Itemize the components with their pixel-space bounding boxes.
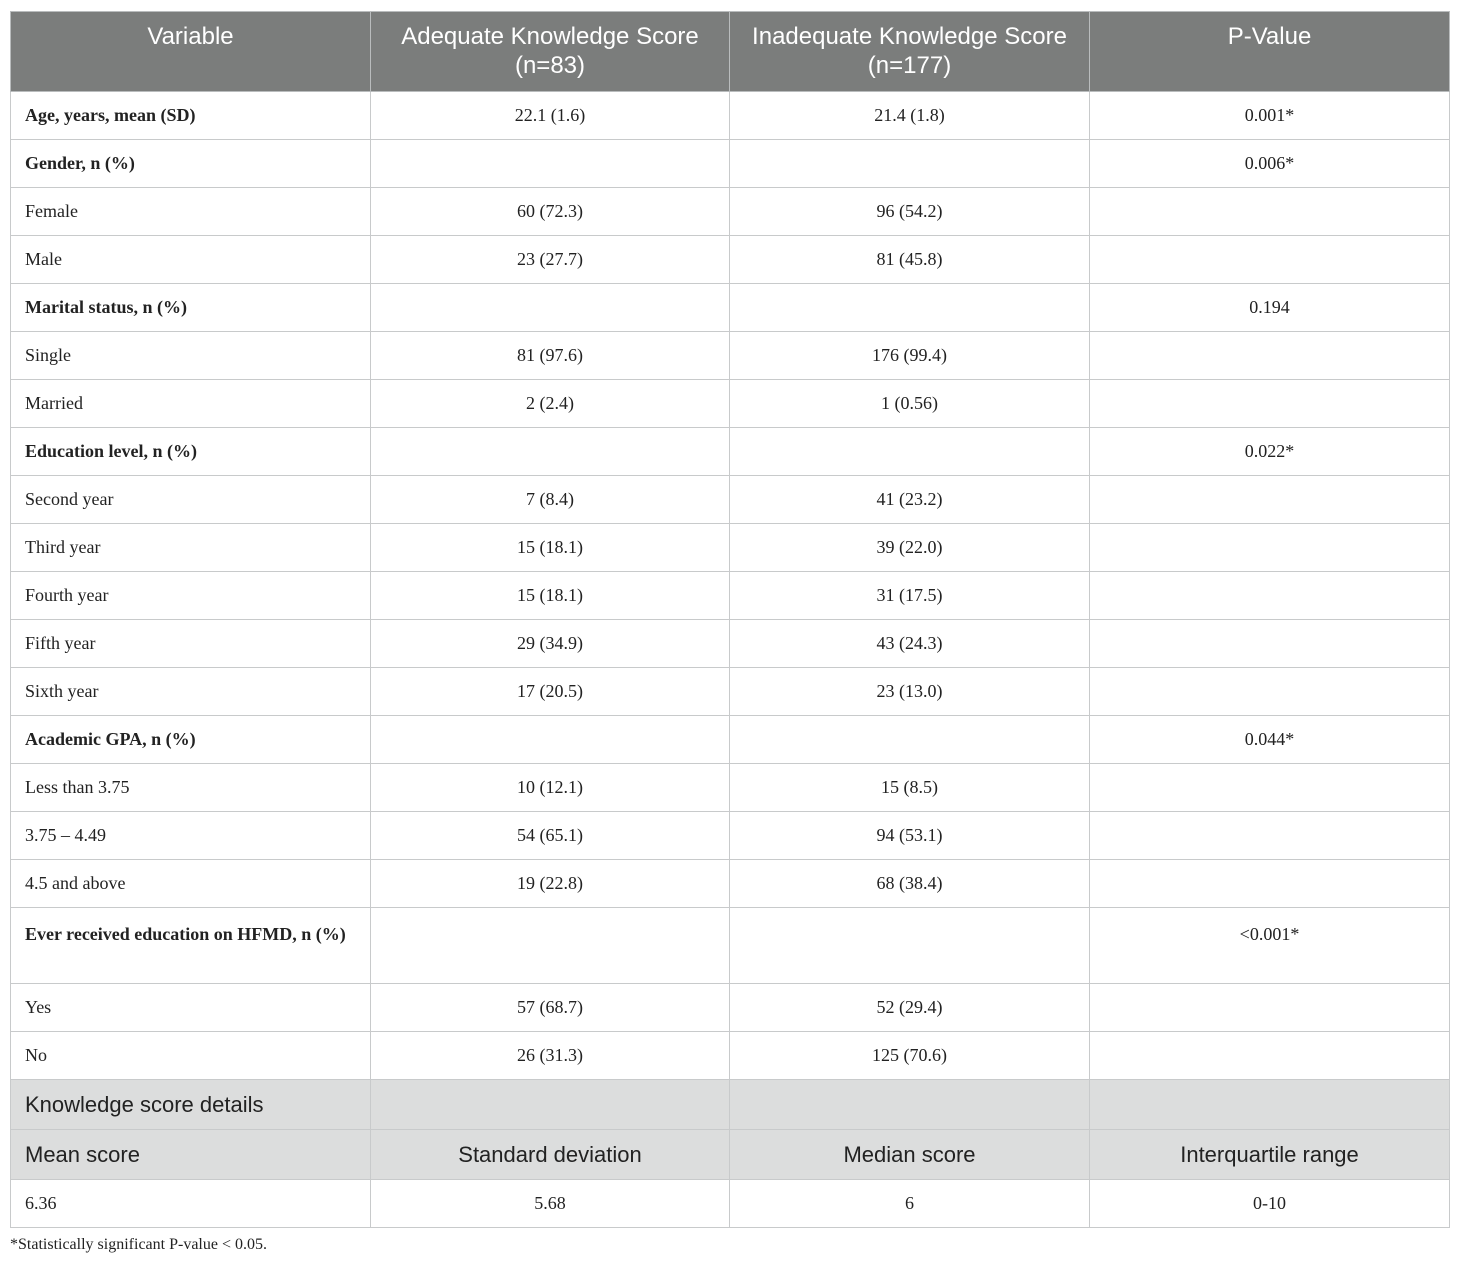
table-row xyxy=(11,92,1450,140)
table-row xyxy=(11,524,1450,572)
table-row xyxy=(11,764,1450,812)
stats-header-mean: Mean score xyxy=(11,1130,371,1180)
table-row xyxy=(11,140,1450,188)
header-p-value: P-Value xyxy=(1090,12,1450,92)
adequate-cell: 19 (22.8) xyxy=(371,860,730,908)
adequate-cell xyxy=(371,908,730,984)
variable-cell: 3.75 – 4.49 xyxy=(11,812,371,860)
header-adequate: Adequate Knowledge Score (n=83) xyxy=(371,12,730,92)
table-body xyxy=(11,92,1450,1080)
table-row xyxy=(11,860,1450,908)
adequate-cell: 15 (18.1) xyxy=(371,524,730,572)
section-empty-cell xyxy=(1090,1080,1450,1130)
table-row xyxy=(11,572,1450,620)
p-value-cell: 0.006* xyxy=(1090,140,1450,188)
p-value-cell: 0.001* xyxy=(1090,92,1450,140)
table-row xyxy=(11,236,1450,284)
stats-value-row xyxy=(11,1180,1450,1228)
table-row xyxy=(11,284,1450,332)
variable-cell: Academic GPA, n (%) xyxy=(11,716,371,764)
knowledge-score-details xyxy=(11,1080,1450,1228)
table-row xyxy=(11,620,1450,668)
stats-header-median: Median score xyxy=(730,1130,1090,1180)
inadequate-cell xyxy=(730,716,1090,764)
section-title: Knowledge score details xyxy=(11,1080,371,1130)
inadequate-cell: 81 (45.8) xyxy=(730,236,1090,284)
p-value-cell xyxy=(1090,860,1450,908)
header-variable: Variable xyxy=(11,12,371,92)
variable-cell: Fifth year xyxy=(11,620,371,668)
stats-header-iqr: Interquartile range xyxy=(1090,1130,1450,1180)
p-value-cell xyxy=(1090,236,1450,284)
stats-value-median: 6 xyxy=(730,1180,1090,1228)
inadequate-cell: 21.4 (1.8) xyxy=(730,92,1090,140)
inadequate-cell: 176 (99.4) xyxy=(730,332,1090,380)
table-row xyxy=(11,716,1450,764)
table-row xyxy=(11,188,1450,236)
variable-cell: Third year xyxy=(11,524,371,572)
adequate-cell: 60 (72.3) xyxy=(371,188,730,236)
inadequate-cell: 96 (54.2) xyxy=(730,188,1090,236)
p-value-cell: 0.022* xyxy=(1090,428,1450,476)
variable-cell: Female xyxy=(11,188,371,236)
adequate-cell: 17 (20.5) xyxy=(371,668,730,716)
variable-cell: Single xyxy=(11,332,371,380)
stats-value-iqr: 0-10 xyxy=(1090,1180,1450,1228)
p-value-cell xyxy=(1090,812,1450,860)
stats-value-mean: 6.36 xyxy=(11,1180,371,1228)
p-value-cell xyxy=(1090,524,1450,572)
adequate-cell xyxy=(371,428,730,476)
table-row xyxy=(11,812,1450,860)
p-value-cell xyxy=(1090,1032,1450,1080)
table-row xyxy=(11,984,1450,1032)
p-value-cell xyxy=(1090,476,1450,524)
variable-cell: Second year xyxy=(11,476,371,524)
stats-value-sd: 5.68 xyxy=(371,1180,730,1228)
p-value-cell xyxy=(1090,764,1450,812)
adequate-cell: 26 (31.3) xyxy=(371,1032,730,1080)
p-value-cell xyxy=(1090,188,1450,236)
adequate-cell xyxy=(371,284,730,332)
table-row xyxy=(11,476,1450,524)
p-value-cell xyxy=(1090,332,1450,380)
p-value-cell xyxy=(1090,984,1450,1032)
adequate-cell: 7 (8.4) xyxy=(371,476,730,524)
inadequate-cell: 125 (70.6) xyxy=(730,1032,1090,1080)
table-row xyxy=(11,380,1450,428)
adequate-cell: 23 (27.7) xyxy=(371,236,730,284)
inadequate-cell xyxy=(730,284,1090,332)
stats-header-sd: Standard deviation xyxy=(371,1130,730,1180)
section-empty-cell xyxy=(371,1080,730,1130)
inadequate-cell xyxy=(730,908,1090,984)
table-row xyxy=(11,908,1450,984)
variable-cell: Less than 3.75 xyxy=(11,764,371,812)
adequate-cell xyxy=(371,140,730,188)
table-row xyxy=(11,1032,1450,1080)
table-row xyxy=(11,428,1450,476)
variable-cell: Ever received education on HFMD, n (%) xyxy=(11,908,371,984)
results-table xyxy=(10,11,1450,1228)
inadequate-cell: 23 (13.0) xyxy=(730,668,1090,716)
variable-cell: No xyxy=(11,1032,371,1080)
inadequate-cell: 52 (29.4) xyxy=(730,984,1090,1032)
table-row xyxy=(11,668,1450,716)
variable-cell: Male xyxy=(11,236,371,284)
adequate-cell xyxy=(371,716,730,764)
variable-cell: 4.5 and above xyxy=(11,860,371,908)
p-value-cell xyxy=(1090,572,1450,620)
adequate-cell: 10 (12.1) xyxy=(371,764,730,812)
variable-cell: Gender, n (%) xyxy=(11,140,371,188)
inadequate-cell: 31 (17.5) xyxy=(730,572,1090,620)
adequate-cell: 2 (2.4) xyxy=(371,380,730,428)
inadequate-cell xyxy=(730,428,1090,476)
variable-cell: Marital status, n (%) xyxy=(11,284,371,332)
header-row xyxy=(11,12,1450,92)
p-value-cell xyxy=(1090,620,1450,668)
p-value-cell: 0.044* xyxy=(1090,716,1450,764)
inadequate-cell: 41 (23.2) xyxy=(730,476,1090,524)
variable-cell: Fourth year xyxy=(11,572,371,620)
inadequate-cell: 15 (8.5) xyxy=(730,764,1090,812)
p-value-cell xyxy=(1090,380,1450,428)
p-value-cell: <0.001* xyxy=(1090,908,1450,984)
adequate-cell: 54 (65.1) xyxy=(371,812,730,860)
inadequate-cell: 94 (53.1) xyxy=(730,812,1090,860)
adequate-cell: 81 (97.6) xyxy=(371,332,730,380)
variable-cell: Yes xyxy=(11,984,371,1032)
variable-cell: Married xyxy=(11,380,371,428)
inadequate-cell: 1 (0.56) xyxy=(730,380,1090,428)
variable-cell: Education level, n (%) xyxy=(11,428,371,476)
adequate-cell: 22.1 (1.6) xyxy=(371,92,730,140)
section-row xyxy=(11,1080,1450,1130)
inadequate-cell xyxy=(730,140,1090,188)
header-inadequate: Inadequate Knowledge Score (n=177) xyxy=(730,12,1090,92)
table-row xyxy=(11,332,1450,380)
variable-cell: Age, years, mean (SD) xyxy=(11,92,371,140)
adequate-cell: 29 (34.9) xyxy=(371,620,730,668)
adequate-cell: 57 (68.7) xyxy=(371,984,730,1032)
inadequate-cell: 68 (38.4) xyxy=(730,860,1090,908)
inadequate-cell: 43 (24.3) xyxy=(730,620,1090,668)
inadequate-cell: 39 (22.0) xyxy=(730,524,1090,572)
section-empty-cell xyxy=(730,1080,1090,1130)
footnote: *Statistically significant P-value < 0.05. xyxy=(10,1236,267,1253)
p-value-cell: 0.194 xyxy=(1090,284,1450,332)
p-value-cell xyxy=(1090,668,1450,716)
variable-cell: Sixth year xyxy=(11,668,371,716)
adequate-cell: 15 (18.1) xyxy=(371,572,730,620)
stats-header-row xyxy=(11,1130,1450,1180)
